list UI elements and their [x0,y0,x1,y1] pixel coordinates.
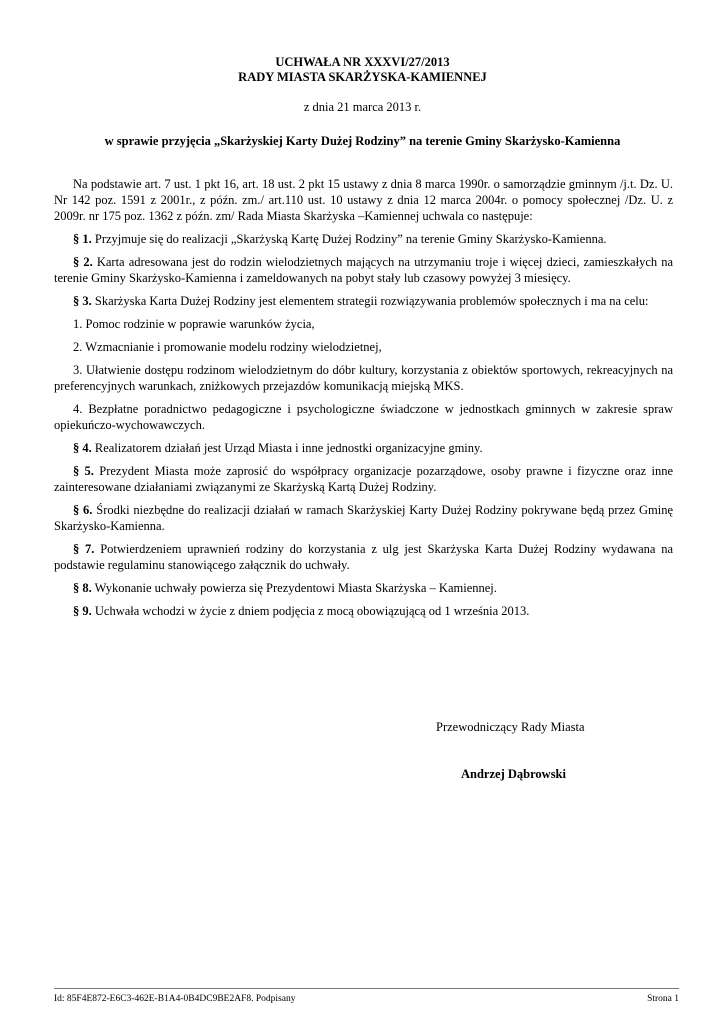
goal-item-4: 4. Bezpłatne poradnictwo pedagogiczne i psychologiczne świadczone w jednostkach gminnych w zakresie spraw opiekuńczo-wychowawczych. [54,402,673,432]
section-number: § 1. [73,232,92,246]
section-number: § 8. [73,581,92,595]
section-number: § 9. [73,604,92,618]
section-text: Skarżyska Karta Dużej Rodziny jest elementem strategii rozwiązywania problemów społecznych i ma na celu: [94,294,649,308]
resolution-subject: w sprawie przyjęcia „Skarżyskiej Karty Dużej Rodziny” na terenie Gminy Skarżysko-Kamienna [104,134,621,148]
section-text: Karta adresowana jest do rodzin wielodzietnych mających na utrzymaniu troje i więcej dzieci, zamieszkałych na terenie Gminy Skarżysko-Kamienna i zameldowanych na pobyt stały lub czasowy powyżej 3 miesięcy. [54,255,674,285]
section-text: Środki niezbędne do realizacji działań w ramach Skarżyskiej Karty Dużej Rodziny pokrywane będą przez Gminę Skarżysko-Kamienna. [54,503,673,533]
resolution-date: z dnia 21 marca 2013 r. [303,100,422,114]
section-number: § 3. [73,294,92,308]
goal-item-1: 1. Pomoc rodzinie w poprawie warunków życia, [73,317,315,331]
page-number: Strona 1 [647,994,679,1004]
document-id: Id: 85F4E872-E6C3-462E-B1A4-0B4DC9BE2AF8. Podpisany [54,994,296,1004]
section-9 [54,603,673,619]
section-2 [54,254,673,286]
section-text: Wykonanie uchwały powierza się Prezydentowi Miasta Skarżyska – Kamiennej. [94,581,497,595]
goal-item-2: 2. Wzmacnianie i promowanie modelu rodziny wielodzietnej, [73,340,382,354]
resolution-body [54,176,673,626]
section-6 [54,502,673,534]
goal-item-3: 3. Ułatwienie dostępu rodzinom wielodzietnym do dóbr kultury, korzystania z obiektów sportowych, rekreacyjnych na preferencyjnych warunkach, zniżkowych przejazdów komunikacją miejską MKS. [54,363,673,393]
signature-name: Andrzej Dąbrowski [461,767,566,781]
section-1 [54,231,673,247]
section-4 [54,440,673,456]
section-8 [54,580,673,596]
signature-role: Przewodniczący Rady Miasta [436,720,585,734]
section-text: Uchwała wchodzi w życie z dniem podjęcia z mocą obowiązującą od 1 września 2013. [94,604,530,618]
council-name: RADY MIASTA SKARŻYSKA-KAMIENNEJ [238,70,487,84]
section-number: § 4. [73,441,92,455]
section-text: Potwierdzeniem uprawnień rodziny do korzystania z ulg jest Skarżyska Karta Dużej Rodziny wydawana na podstawie regulaminu stanowiącego załącznik do uchwały. [54,542,674,572]
section-3 [54,293,673,309]
preamble: Na podstawie art. 7 ust. 1 pkt 16, art. 18 ust. 2 pkt 15 ustawy z dnia 8 marca 1990r. o samorządzie gminnym /j.t. Dz. U. Nr 142 poz. 1591 z 2001r., z późn. zm./ art.110 ust. 10 ustawy z dnia 12 marca 2004r. o pomocy społecznej /Dz. U. z 2009r. nr 175 poz. 1362 z późn. zm/ Rada Miasta Skarżyska –Kamiennej uchwala co następuje: [54,177,673,223]
section-text: Prezydent Miasta może zaprosić do współpracy organizacje pozarządowe, osoby prawne i fizyczne oraz inne zainteresowane działaniami związanymi ze Skarżyską Kartą Dużej Rodziny. [54,464,674,494]
section-number: § 2. [73,255,93,269]
resolution-number: UCHWAŁA NR XXXVI/27/2013 [275,55,450,69]
section-number: § 6. [73,503,93,517]
section-number: § 5. [73,464,94,478]
section-7 [54,541,673,573]
section-text: Przyjmuje się do realizacji „Skarżyską Kartę Dużej Rodziny” na terenie Gminy Skarżysko-Kamienna. [94,232,607,246]
section-number: § 7. [73,542,95,556]
section-text: Realizatorem działań jest Urząd Miasta i inne jednostki organizacyjne gminy. [94,441,483,455]
footer-divider [54,988,679,989]
section-5 [54,463,673,495]
